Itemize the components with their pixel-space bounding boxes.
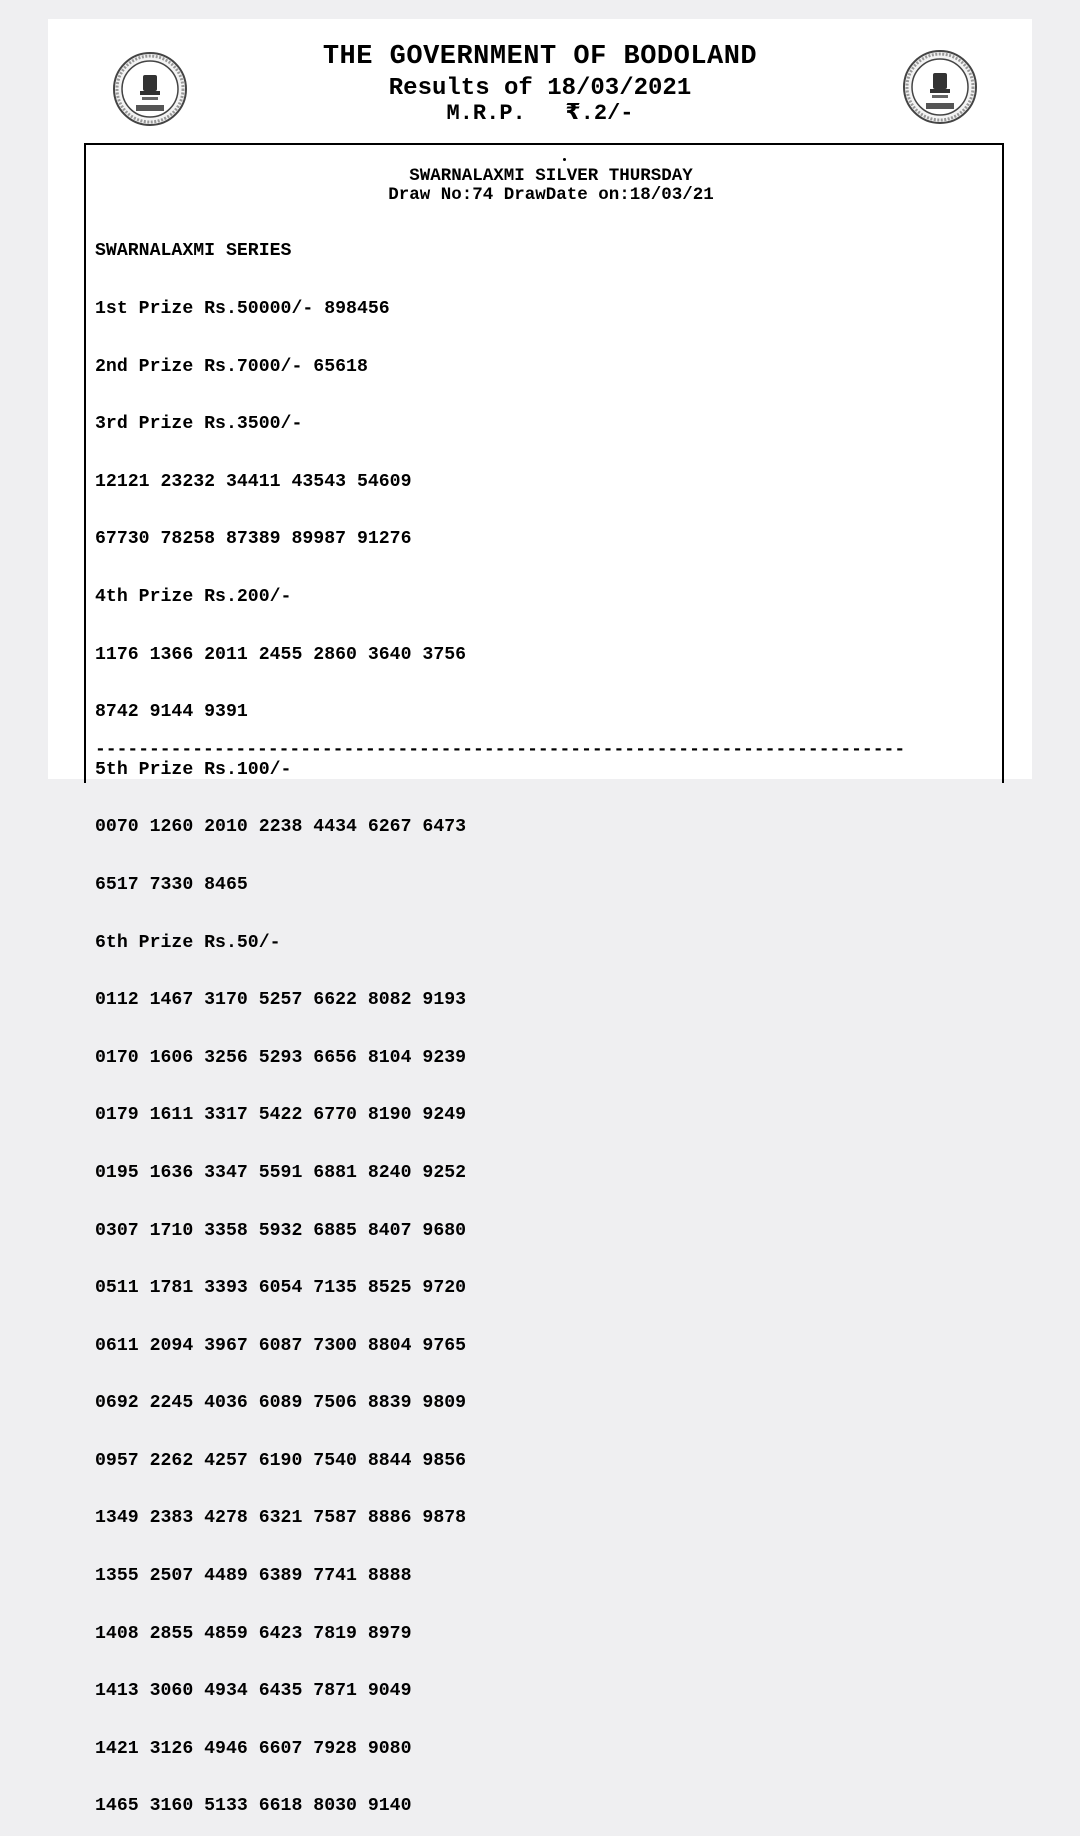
sixth-prize-row: 1413 3060 4934 6435 7871 9049 — [95, 1681, 412, 1702]
sixth-prize-row: 0307 1710 3358 5932 6885 8407 9680 — [95, 1220, 467, 1241]
document-title: THE GOVERNMENT OF BODOLAND — [322, 42, 758, 72]
fifth-prize-row: 6517 7330 8465 — [95, 874, 248, 895]
fifth-prize-row: 0070 1260 2010 2238 4434 6267 6473 — [95, 817, 467, 838]
sixth-prize-row: 0511 1781 3393 6054 7135 8525 9720 — [95, 1278, 467, 1299]
separator-line: --------------------------------------------------------------------------- — [95, 740, 906, 760]
mrp-value: .2/- — [580, 101, 634, 126]
fourth-prize-label: 4th Prize Rs.200/- — [95, 586, 292, 607]
series-name: SWARNALAXMI SERIES — [95, 241, 292, 262]
third-prize-row: 67730 78258 87389 89987 91276 — [95, 529, 412, 550]
fourth-prize-row: 1176 1366 2011 2455 2860 3640 3756 — [95, 644, 467, 665]
mrp-line — [447, 100, 634, 126]
sixth-prize-row: 1408 2855 4859 6423 7819 8979 — [95, 1623, 412, 1644]
draw-number-date: Draw No:74 DrawDate on:18/03/21 — [388, 185, 714, 205]
sixth-prize-row: 0611 2094 3967 6087 7300 8804 9765 — [95, 1335, 467, 1356]
results-list — [95, 204, 466, 1836]
first-prize: 1st Prize Rs.50000/- 898456 — [95, 299, 390, 319]
fifth-prize-label: 5th Prize Rs.100/- — [95, 759, 292, 780]
sixth-prize-row: 0112 1467 3170 5257 6622 8082 9193 — [95, 990, 467, 1011]
bodoland-seal-logo — [112, 51, 188, 127]
sixth-prize-row: 1421 3126 4946 6607 7928 9080 — [95, 1738, 412, 1759]
sixth-prize-row: 1465 3160 5133 6618 8030 9140 — [95, 1796, 412, 1817]
rupee-symbol: ₹ — [565, 100, 581, 125]
sixth-prize-row: 1355 2507 4489 6389 7741 8888 — [95, 1566, 412, 1587]
sixth-prize-row: 0195 1636 3347 5591 6881 8240 9252 — [95, 1162, 467, 1183]
draw-name: SWARNALAXMI SILVER THURSDAY — [409, 166, 693, 186]
sixth-prize-row: 0179 1611 3317 5422 6770 8190 9249 — [95, 1105, 467, 1126]
decorative-dot — [563, 158, 566, 161]
sixth-prize-row: 0692 2245 4036 6089 7506 8839 9809 — [95, 1393, 467, 1414]
mrp-label: M.R.P. — [446, 101, 526, 126]
sixth-prize-row: 1349 2383 4278 6321 7587 8886 9878 — [95, 1508, 467, 1529]
sixth-prize-row: 0957 2262 4257 6190 7540 8844 9856 — [95, 1450, 467, 1471]
fourth-prize-row: 8742 9144 9391 — [95, 702, 248, 723]
bodoland-seal-logo-right — [902, 49, 978, 125]
second-prize: 2nd Prize Rs.7000/- 65618 — [95, 356, 368, 377]
sixth-prize-row: 0170 1606 3256 5293 6656 8104 9239 — [95, 1047, 467, 1068]
third-prize-label: 3rd Prize Rs.3500/- — [95, 414, 303, 435]
third-prize-row: 12121 23232 34411 43543 54609 — [95, 471, 412, 492]
sixth-prize-label: 6th Prize Rs.50/- — [95, 932, 281, 953]
results-date: Results of 18/03/2021 — [388, 75, 692, 102]
